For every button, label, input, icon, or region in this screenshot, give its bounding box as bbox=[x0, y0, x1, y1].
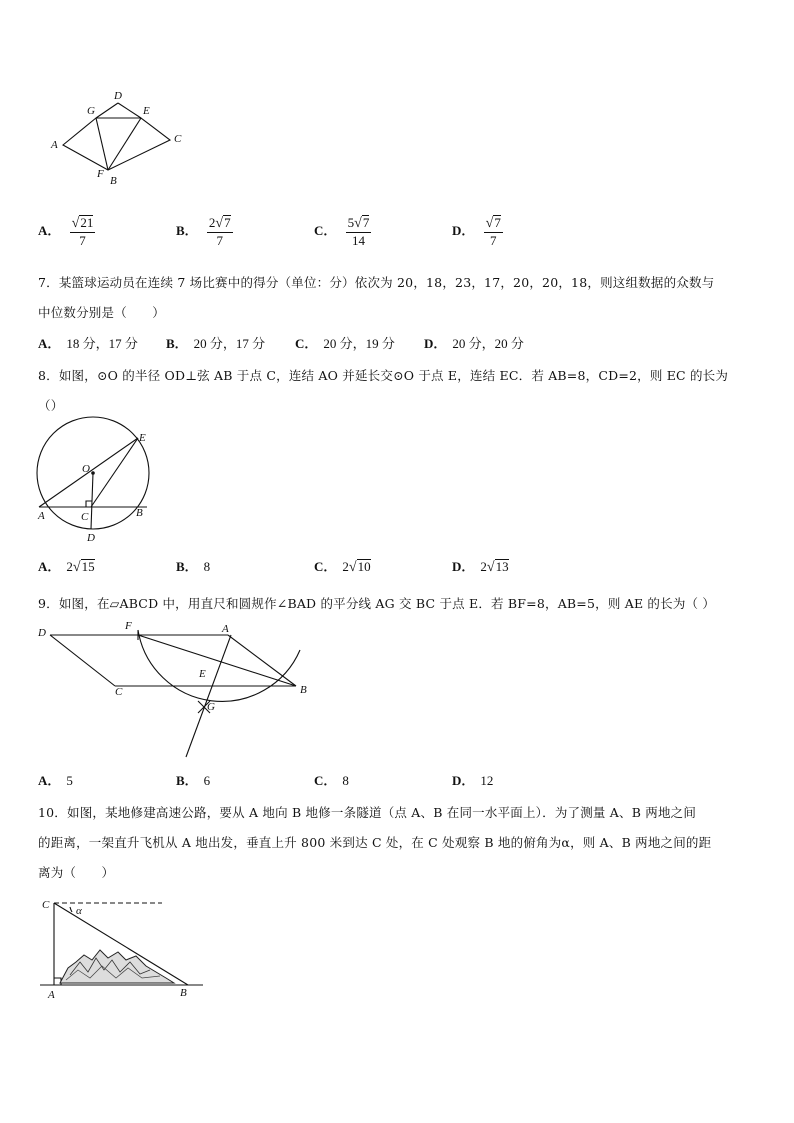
q8-stem-line1: 8．如图，⊙O 的半径 OD⊥弦 AB 于点 C，连结 AO 并延长交⊙O 于点 E，连结 EC．若 AB=8，CD=2，则 EC 的长为 bbox=[38, 368, 729, 383]
q7-option-c[interactable]: C． 20 分，19 分 bbox=[295, 336, 395, 351]
q9-label-a: A bbox=[222, 623, 229, 635]
q8-label-e: E bbox=[139, 432, 146, 444]
q10-label-b: B bbox=[180, 987, 187, 999]
q8-label-d: D bbox=[87, 532, 95, 544]
q8-option-b[interactable]: B． 8 bbox=[176, 559, 211, 574]
q9-label-b: B bbox=[300, 684, 307, 696]
q9-stem-line1: 9．如图，在▱ABCD 中，用直尺和圆规作∠BAD 的平分线 AG 交 BC 于点 E．若 BF=8，AB=5，则 AE 的长为（ ） bbox=[38, 596, 716, 611]
q10-stem-line1: 10．如图，某地修建高速公路，要从 A 地向 B 地修一条隧道（点 A、B 在同一水平面上）．为了测量 A、B 两地之间 bbox=[38, 805, 697, 820]
q8-label-b: B bbox=[136, 507, 143, 519]
q8-stem-line2: （） bbox=[38, 398, 64, 413]
q6-label-a: A bbox=[51, 139, 58, 151]
q9-label-d: D bbox=[38, 627, 46, 639]
q8-option-a[interactable]: A． 2√15 bbox=[38, 559, 95, 575]
q6-label-b: B bbox=[110, 175, 117, 187]
q6-option-d[interactable]: D． $\frac{√7}{7}$ bbox=[452, 215, 501, 248]
q8-label-a: A bbox=[38, 510, 45, 522]
q9-option-a[interactable]: A． 5 bbox=[38, 773, 73, 788]
q9-label-f: F bbox=[125, 620, 132, 632]
q8-option-c[interactable]: C． 2√10 bbox=[314, 559, 371, 575]
q6-label-d: D bbox=[114, 90, 122, 102]
q6-option-c[interactable]: C． $\frac{5√7}{14}$ bbox=[314, 215, 370, 248]
q6-label-e: E bbox=[143, 105, 150, 117]
q7-stem-line1: 7．某篮球运动员在连续 7 场比赛中的得分（单位：分）依次为 20，18，23，17，20，20，18，则这组数据的众数与 bbox=[38, 275, 715, 290]
q10-stem-line2: 的距离，一架直升飞机从 A 地出发，垂直上升 800 米到达 C 处，在 C 处观察 B 地的俯角为α，则 A、B 两地之间的距 bbox=[38, 835, 712, 850]
q9-label-e: E bbox=[199, 668, 206, 680]
q6-option-b[interactable]: B． $\frac{2√7}{7}$ bbox=[176, 215, 231, 248]
q10-label-c: C bbox=[42, 899, 50, 911]
q6-option-a[interactable]: A． $\frac{√21}{7}$ bbox=[38, 215, 94, 248]
q9-option-c[interactable]: C． 8 bbox=[314, 773, 349, 788]
q10-label-alpha: α bbox=[76, 905, 82, 917]
q7-option-d[interactable]: D． 20 分，20 分 bbox=[424, 336, 524, 351]
q7-option-b[interactable]: B． 20 分，17 分 bbox=[166, 336, 266, 351]
q10-stem-line3: 离为（ ） bbox=[38, 865, 115, 880]
q8-label-c: C bbox=[81, 511, 89, 523]
q7-option-a[interactable]: A． 18 分，17 分 bbox=[38, 336, 138, 351]
q6-label-f: F bbox=[97, 168, 104, 180]
q10-label-a: A bbox=[48, 989, 55, 1001]
q6-label-g: G bbox=[87, 105, 95, 117]
q9-option-b[interactable]: B． 6 bbox=[176, 773, 211, 788]
q9-label-c: C bbox=[115, 686, 123, 698]
q7-stem-line2: 中位数分别是（ ） bbox=[38, 305, 166, 320]
q6-label-c: C bbox=[174, 133, 182, 145]
q8-label-o: O bbox=[82, 463, 90, 475]
q9-label-g: G bbox=[207, 701, 215, 713]
q8-option-d[interactable]: D． 2√13 bbox=[452, 559, 509, 575]
q9-option-d[interactable]: D． 12 bbox=[452, 773, 494, 788]
